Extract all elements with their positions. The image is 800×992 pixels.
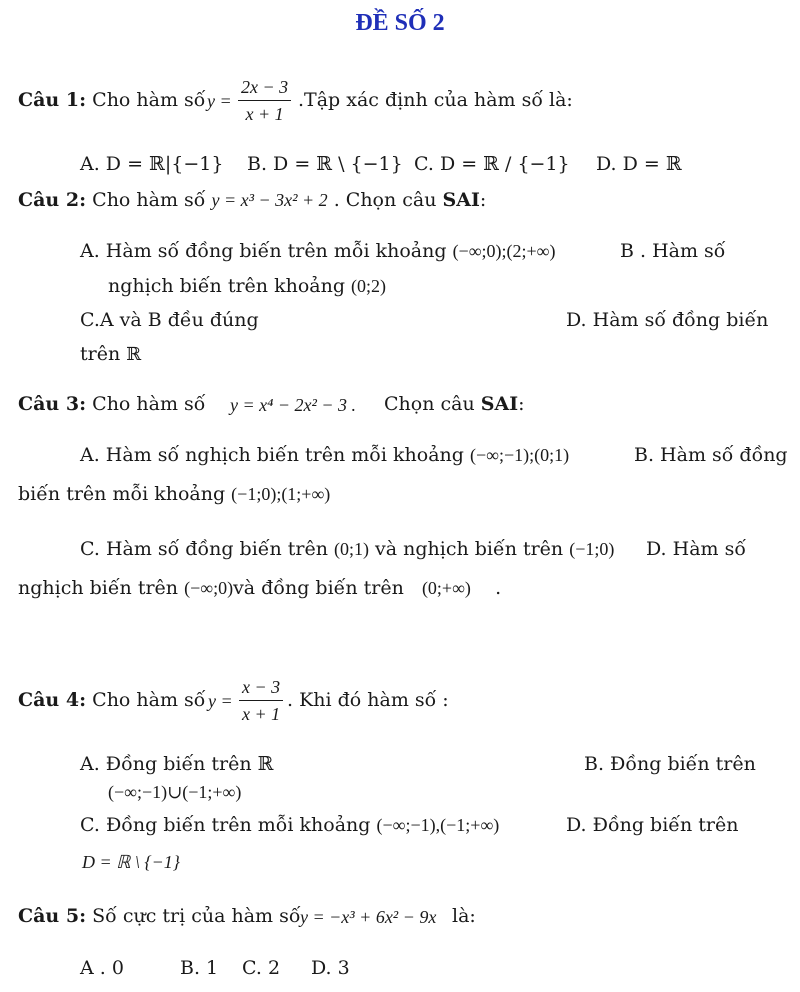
- q5-tail: là:: [452, 905, 476, 927]
- q4-intro: Cho hàm số: [92, 689, 206, 711]
- q4-option-b[interactable]: B. Đồng biến trên: [584, 753, 756, 775]
- q5-option-d[interactable]: D. 3: [311, 957, 350, 979]
- q2-sai: SAI: [442, 189, 480, 211]
- q1-option-b[interactable]: B. D = ℝ \ {−1}: [247, 153, 403, 175]
- q3-option-b-cont[interactable]: biến trên mỗi khoảng (−1;0);(1;+∞): [18, 483, 331, 505]
- q2-option-a-math: (−∞;0);(2;+∞): [452, 241, 556, 261]
- q1-numerator: 2x − 3: [238, 76, 291, 101]
- q3-tail: Chọn câu: [384, 393, 475, 415]
- q4-option-a[interactable]: A. Đồng biến trên ℝ: [80, 753, 274, 775]
- q5-function: y = −x³ + 6x² − 9x: [300, 907, 437, 927]
- q2-option-d-cont[interactable]: trên ℝ: [80, 343, 142, 365]
- q2-tail: . Chọn câu: [333, 189, 437, 211]
- q2-option-a[interactable]: A. Hàm số đồng biến trên mỗi khoảng (−∞;0);(2;+∞): [80, 240, 556, 262]
- q1-fraction: [238, 76, 291, 125]
- q4-func-lhs: y =: [208, 691, 233, 711]
- q2-label: Câu 2:: [18, 189, 87, 211]
- q4-option-d-math[interactable]: D = ℝ \ {−1}: [82, 852, 180, 872]
- q3-sai: SAI: [480, 393, 519, 415]
- q2-intro: Cho hàm số: [92, 189, 206, 211]
- q1-option-a[interactable]: A. D = ℝ|{−1}: [80, 153, 224, 175]
- q4-label: Câu 4:: [18, 689, 87, 711]
- q4-fraction: [239, 676, 283, 725]
- q2-option-c[interactable]: C.A và B đều đúng: [80, 309, 259, 331]
- q4-option-b-math[interactable]: (−∞;−1)∪(−1;+∞): [108, 782, 242, 802]
- q2-function: y = x³ − 3x² + 2: [211, 190, 328, 210]
- q1-option-d[interactable]: D. D = ℝ: [596, 153, 682, 175]
- q4-tail: . Khi đó hàm số :: [287, 689, 449, 711]
- q1-tail: .Tập xác định của hàm số là:: [298, 89, 573, 111]
- q2-option-b[interactable]: B . Hàm số: [620, 240, 726, 262]
- q3-option-b-math: (−1;0);(1;+∞): [231, 484, 331, 504]
- q5-label: Câu 5:: [18, 905, 87, 927]
- q3-option-d[interactable]: D. Hàm số: [646, 538, 746, 560]
- q2-option-b-cont[interactable]: nghịch biến trên khoảng (0;2): [108, 275, 387, 297]
- q1-label: Câu 1:: [18, 89, 87, 111]
- q4-numerator: x − 3: [239, 676, 283, 701]
- q2-option-b-math: (0;2): [351, 276, 387, 296]
- q4-denominator: x + 1: [242, 704, 281, 724]
- q1-denominator: x + 1: [245, 104, 284, 124]
- q1-func-lhs: y =: [207, 91, 232, 111]
- q3-option-d-cont[interactable]: nghịch biến trên (−∞;0)và đồng biến trên (0;+∞) .: [18, 577, 502, 599]
- q3-option-a-math: (−∞;−1);(0;1): [469, 445, 570, 465]
- q3-label: Câu 3:: [18, 393, 87, 415]
- q5-option-b[interactable]: B. 1: [180, 957, 219, 979]
- q3-option-a[interactable]: A. Hàm số nghịch biến trên mỗi khoảng (−∞;−1);(0;1): [80, 444, 570, 466]
- q3-option-b[interactable]: B. Hàm số đồng: [634, 444, 788, 466]
- q1-option-c[interactable]: C. D = ℝ / {−1}: [414, 153, 570, 175]
- q2-option-d[interactable]: D. Hàm số đồng biến: [566, 309, 769, 331]
- q3-function: y = x⁴ − 2x² − 3 .: [230, 395, 357, 415]
- q4-option-c-math: (−∞;−1),(−1;+∞): [376, 815, 500, 835]
- q3-intro: Cho hàm số: [92, 393, 206, 415]
- q5-option-c[interactable]: C. 2: [242, 957, 281, 979]
- q5-intro: Số cực trị của hàm số: [92, 905, 301, 927]
- q3-option-c[interactable]: C. Hàm số đồng biến trên (0;1) và nghịch biến trên (−1;0): [80, 538, 615, 560]
- q4-option-d[interactable]: D. Đồng biến trên: [566, 814, 739, 836]
- q2-option-d-math: ℝ: [126, 344, 142, 364]
- page-title: ĐỀ SỐ 2: [355, 10, 445, 36]
- q4-option-c[interactable]: C. Đồng biến trên mỗi khoảng (−∞;−1),(−1;+∞): [80, 814, 500, 836]
- q1-intro: Cho hàm số: [92, 89, 206, 111]
- q5-option-a[interactable]: A . 0: [80, 957, 124, 979]
